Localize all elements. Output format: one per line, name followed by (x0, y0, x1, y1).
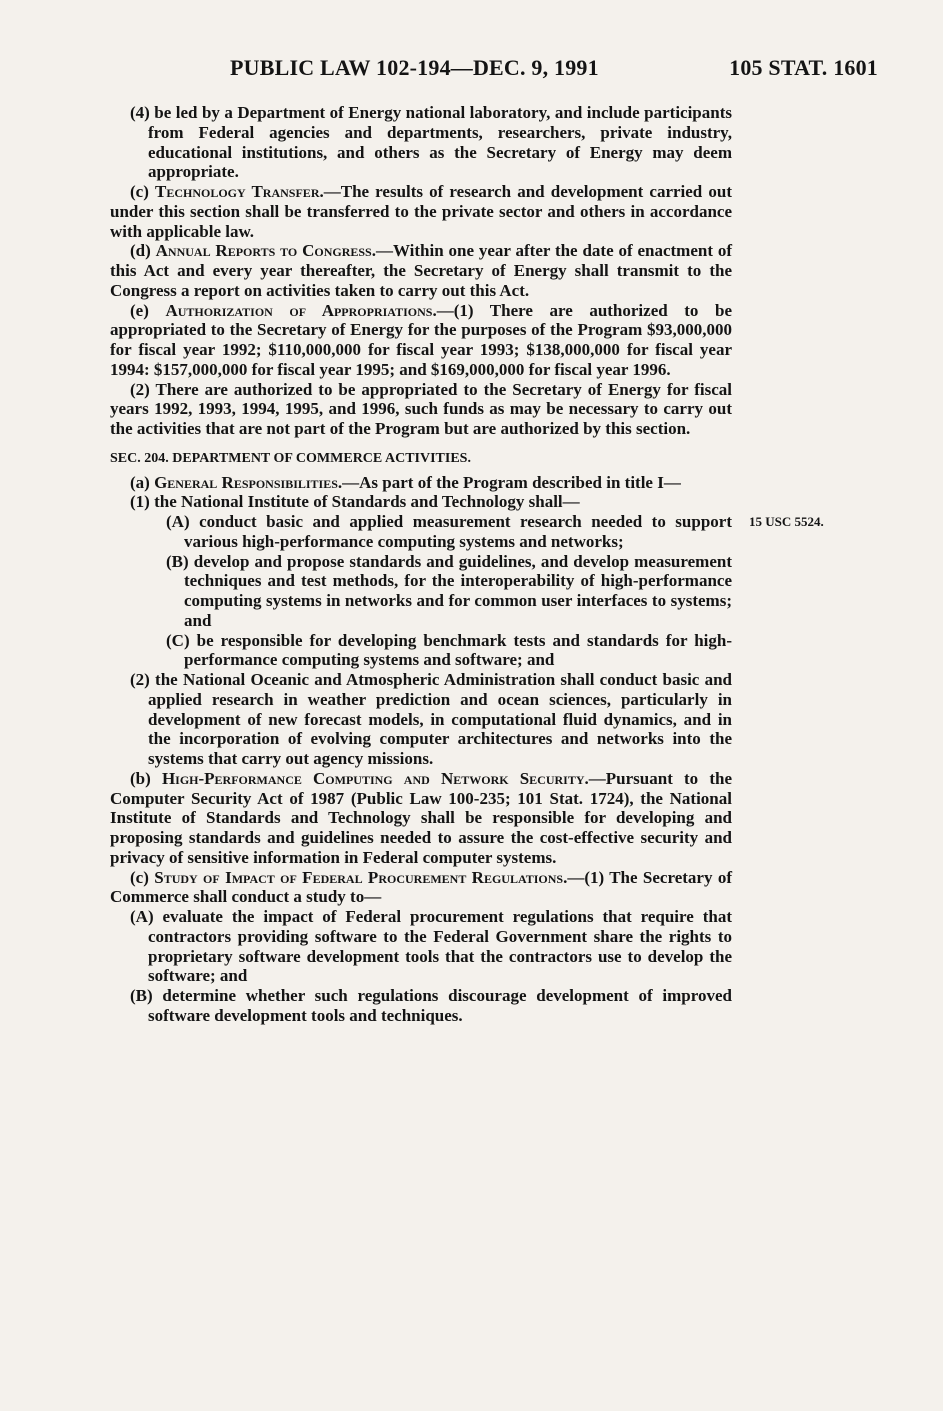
document-body (110, 103, 732, 1026)
paragraph-text: .—(1) There are authorized to be appropriated to the Secretary of Energy for the purposes of the Program $93,000,000 for fiscal year 1992; $110,000,000 for fiscal year 1993; $138,000,000 for fiscal year 1994: $157,000,000 for fiscal year 1995; and $169,000,000 for fiscal year 1996. (110, 300, 732, 379)
paragraph-label: (e) (130, 300, 166, 320)
paragraph (110, 241, 732, 300)
margin-citation: 15 USC 5524. (749, 514, 824, 529)
paragraph: (2) There are authorized to be appropriated to the Secretary of Energy for fiscal years 1992, 1993, 1994, 1995, and 1996, such funds as may be necessary to carry out the activities that are not part of the Program but are authorized by this section. (110, 379, 732, 438)
paragraph-heading: Study of Impact of Federal Procurement Regulations (154, 867, 564, 887)
paragraph: (1) the National Institute of Standards and Technology shall— (130, 492, 580, 512)
paragraph (110, 769, 732, 868)
paragraph (110, 301, 732, 380)
paragraph-text: .—Within one year after the date of enactment of this Act and every year thereafter, the Secretary of Energy shall transmit to the Congress a report on activities taken to carry out this Act. (110, 241, 732, 300)
paragraph-heading: High-Performance Computing and Network Security (161, 768, 585, 788)
paragraph-heading: Annual Reports to Congress (155, 241, 372, 261)
header-title: PUBLIC LAW 102-194—DEC. 9, 1991 (230, 55, 599, 80)
paragraph: (B) develop and propose standards and guidelines, and develop measurement techniques and test methods, for the interoperability of high-performance computing systems in networks and for common user interfaces to systems; and (166, 551, 732, 630)
paragraph (110, 473, 732, 493)
header-stat-number: 105 STAT. 1601 (729, 55, 878, 80)
paragraph-label: (b) (130, 768, 162, 788)
paragraph-heading: Authorization of Appropriations (165, 300, 433, 320)
paragraph-text: .—As part of the Program described in title I— (337, 472, 681, 492)
paragraph-text: .—The results of research and development carried out under this section shall be transferred to the private sector and others in accordance with applicable law. (110, 182, 732, 241)
paragraph-label: (c) (130, 867, 155, 887)
paragraph (110, 868, 732, 908)
paragraph-heading: General Responsibilities (154, 472, 338, 492)
paragraph-heading: Technology Transfer (154, 182, 320, 201)
paragraph-text: .—(1) The Secretary of Commerce shall conduct a study to— (110, 867, 732, 907)
paragraph: (A) conduct basic and applied measurement research needed to support various high-performance computing systems and networks; (166, 512, 732, 551)
paragraph-label: (a) (130, 472, 155, 492)
paragraph: (C) be responsible for developing benchmark tests and standards for high-performance computing systems and software; and (166, 630, 732, 670)
paragraph: (B) determine whether such regulations discourage development of improved software development tools and techniques. (130, 986, 732, 1025)
paragraph-label: (c) (130, 182, 155, 201)
paragraph: (2) the National Oceanic and Atmospheric Administration shall conduct basic and applied research in weather prediction and ocean sciences, particularly in development of new forecast models, in computational fluid dynamics, and in the incorporation of evolving computer architectures and networks into the systems that carry out agency missions. (130, 670, 732, 768)
section-heading: SEC. 204. DEPARTMENT OF COMMERCE ACTIVITIES. (110, 450, 471, 466)
paragraph-text: .—Pursuant to the Computer Security Act of 1987 (Public Law 100-235; 101 Stat. 1724), the National Institute of Standards and Technology shall be responsible for developing and proposing standards and guidelines needed to assure the cost-effective security and privacy of sensitive information in Federal computer systems. (110, 768, 732, 867)
paragraph (110, 182, 732, 241)
paragraph-label: (d) (130, 241, 156, 261)
paragraph: (A) evaluate the impact of Federal procurement regulations that require that contractors providing software to the Federal Government share the rights to proprietary software development tools that the contractors use to develop the software; and (130, 907, 732, 986)
paragraph: (4) be led by a Department of Energy national laboratory, and include participants from Federal agencies and departments, researchers, private industry, educational institutions, and others as the Secretary of Energy may deem appropriate. (130, 103, 732, 182)
